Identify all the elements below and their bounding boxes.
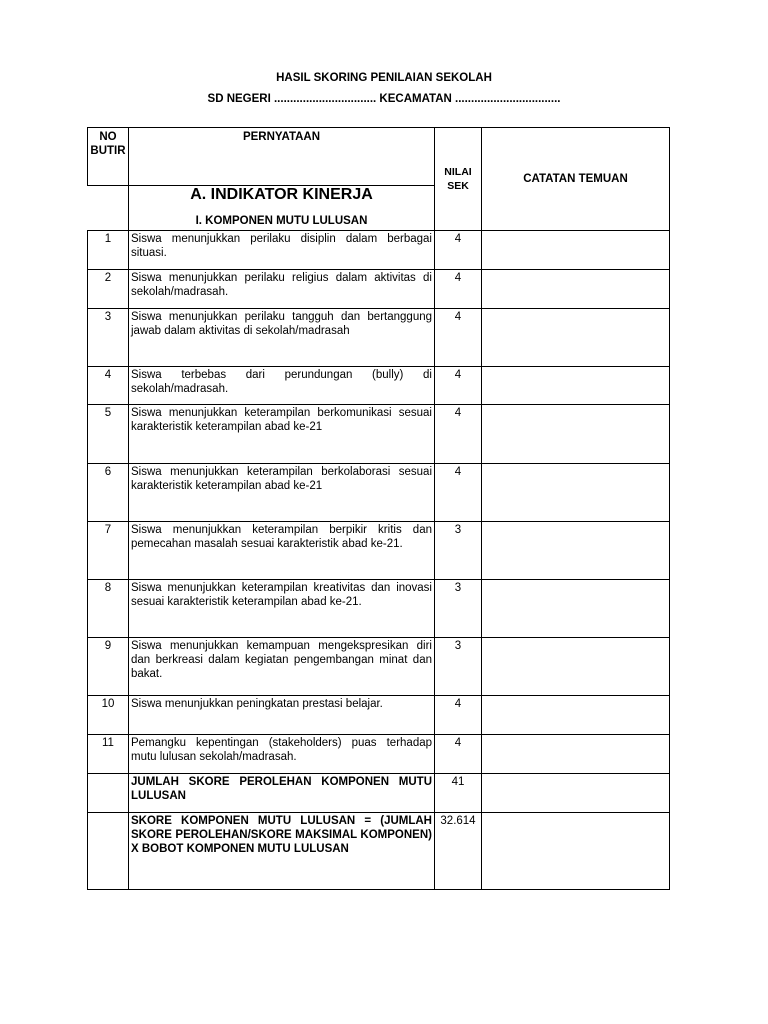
row-number: 9 [88, 638, 129, 696]
row-number: 11 [88, 735, 129, 774]
score-notes[interactable] [482, 813, 670, 890]
row-number: 5 [88, 405, 129, 464]
row-statement: Siswa terbebas dari perundungan (bully) di sekolah/madrasah. [129, 367, 435, 405]
table-row [88, 696, 670, 735]
row-number: 6 [88, 464, 129, 522]
row-value: 4 [435, 231, 482, 270]
row-notes[interactable] [482, 367, 670, 405]
table-row [88, 367, 670, 405]
row-notes[interactable] [482, 735, 670, 774]
table-row [88, 231, 670, 270]
column-header-catatan-temuan: CATATAN TEMUAN [482, 128, 670, 231]
table-row [88, 522, 670, 580]
row-number: 7 [88, 522, 129, 580]
row-statement: Siswa menunjukkan keterampilan berkolaborasi sesuai karakteristik keterampilan abad ke-21 [129, 464, 435, 522]
row-notes[interactable] [482, 696, 670, 735]
row-notes[interactable] [482, 580, 670, 638]
table-row [88, 638, 670, 696]
row-number: 1 [88, 231, 129, 270]
table-row [88, 405, 670, 464]
row-notes[interactable] [482, 405, 670, 464]
row-number: 2 [88, 270, 129, 309]
row-number: 10 [88, 696, 129, 735]
row-statement: Siswa menunjukkan keterampilan berpikir kritis dan pemecahan masalah sesuai karakteristik abad ke-21. [129, 522, 435, 580]
section-heading-indikator-kinerja: A. INDIKATOR KINERJA [129, 186, 435, 210]
column-header-no-butir: NO BUTIR [88, 128, 129, 186]
row-notes[interactable] [482, 464, 670, 522]
total-row [88, 774, 670, 813]
row-value: 4 [435, 270, 482, 309]
row-value: 4 [435, 309, 482, 367]
row-notes[interactable] [482, 231, 670, 270]
score-row [88, 813, 670, 890]
row-value: 4 [435, 405, 482, 464]
score-value: 32.614 [435, 813, 482, 890]
row-value: 4 [435, 735, 482, 774]
document-title: HASIL SKORING PENILAIAN SEKOLAH [276, 72, 492, 84]
column-header-nilai-sek: NILAI SEK [435, 128, 482, 231]
row-notes[interactable] [482, 638, 670, 696]
table-row [88, 309, 670, 367]
table-row [88, 580, 670, 638]
row-statement: Siswa menunjukkan keterampilan kreativitas dan inovasi sesuai karakteristik keterampilan abad ke-21. [129, 580, 435, 638]
subsection-heading-mutu-lulusan: I. KOMPONEN MUTU LULUSAN [129, 210, 435, 231]
score-label: SKORE KOMPONEN MUTU LULUSAN = (JUMLAH SKORE PEROLEHAN/SKORE MAKSIMAL KOMPONEN) X BOBOT KOMPONEN MUTU LULUSAN [129, 813, 435, 890]
row-statement: Siswa menunjukkan peningkatan prestasi belajar. [129, 696, 435, 735]
table-row [88, 735, 670, 774]
table-row [88, 464, 670, 522]
row-statement: Siswa menunjukkan perilaku religius dalam aktivitas di sekolah/madrasah. [129, 270, 435, 309]
column-header-pernyataan: PERNYATAAN [129, 128, 435, 186]
row-notes[interactable] [482, 270, 670, 309]
row-value: 4 [435, 696, 482, 735]
table-row [88, 270, 670, 309]
document-subtitle: SD NEGERI ................................ KECAMATAN ................................. [207, 93, 561, 105]
row-value: 3 [435, 522, 482, 580]
row-statement: Siswa menunjukkan keterampilan berkomunikasi sesuai karakteristik keterampilan abad ke-21 [129, 405, 435, 464]
row-notes[interactable] [482, 309, 670, 367]
row-number: 3 [88, 309, 129, 367]
total-label: JUMLAH SKORE PEROLEHAN KOMPONEN MUTU LULUSAN [129, 774, 435, 813]
row-value: 4 [435, 464, 482, 522]
row-notes[interactable] [482, 522, 670, 580]
row-value: 3 [435, 580, 482, 638]
row-number: 4 [88, 367, 129, 405]
row-statement: Pemangku kepentingan (stakeholders) puas terhadap mutu lulusan sekolah/madrasah. [129, 735, 435, 774]
row-statement: Siswa menunjukkan perilaku disiplin dalam berbagai situasi. [129, 231, 435, 270]
score-table [87, 127, 670, 890]
row-number: 8 [88, 580, 129, 638]
total-value: 41 [435, 774, 482, 813]
row-statement: Siswa menunjukkan kemampuan mengekspresikan diri dan berkreasi dalam kegiatan pengembangan minat dan bakat. [129, 638, 435, 696]
row-value: 4 [435, 367, 482, 405]
total-notes[interactable] [482, 774, 670, 813]
row-value: 3 [435, 638, 482, 696]
row-statement: Siswa menunjukkan perilaku tangguh dan bertanggung jawab dalam aktivitas di sekolah/madrasah [129, 309, 435, 367]
